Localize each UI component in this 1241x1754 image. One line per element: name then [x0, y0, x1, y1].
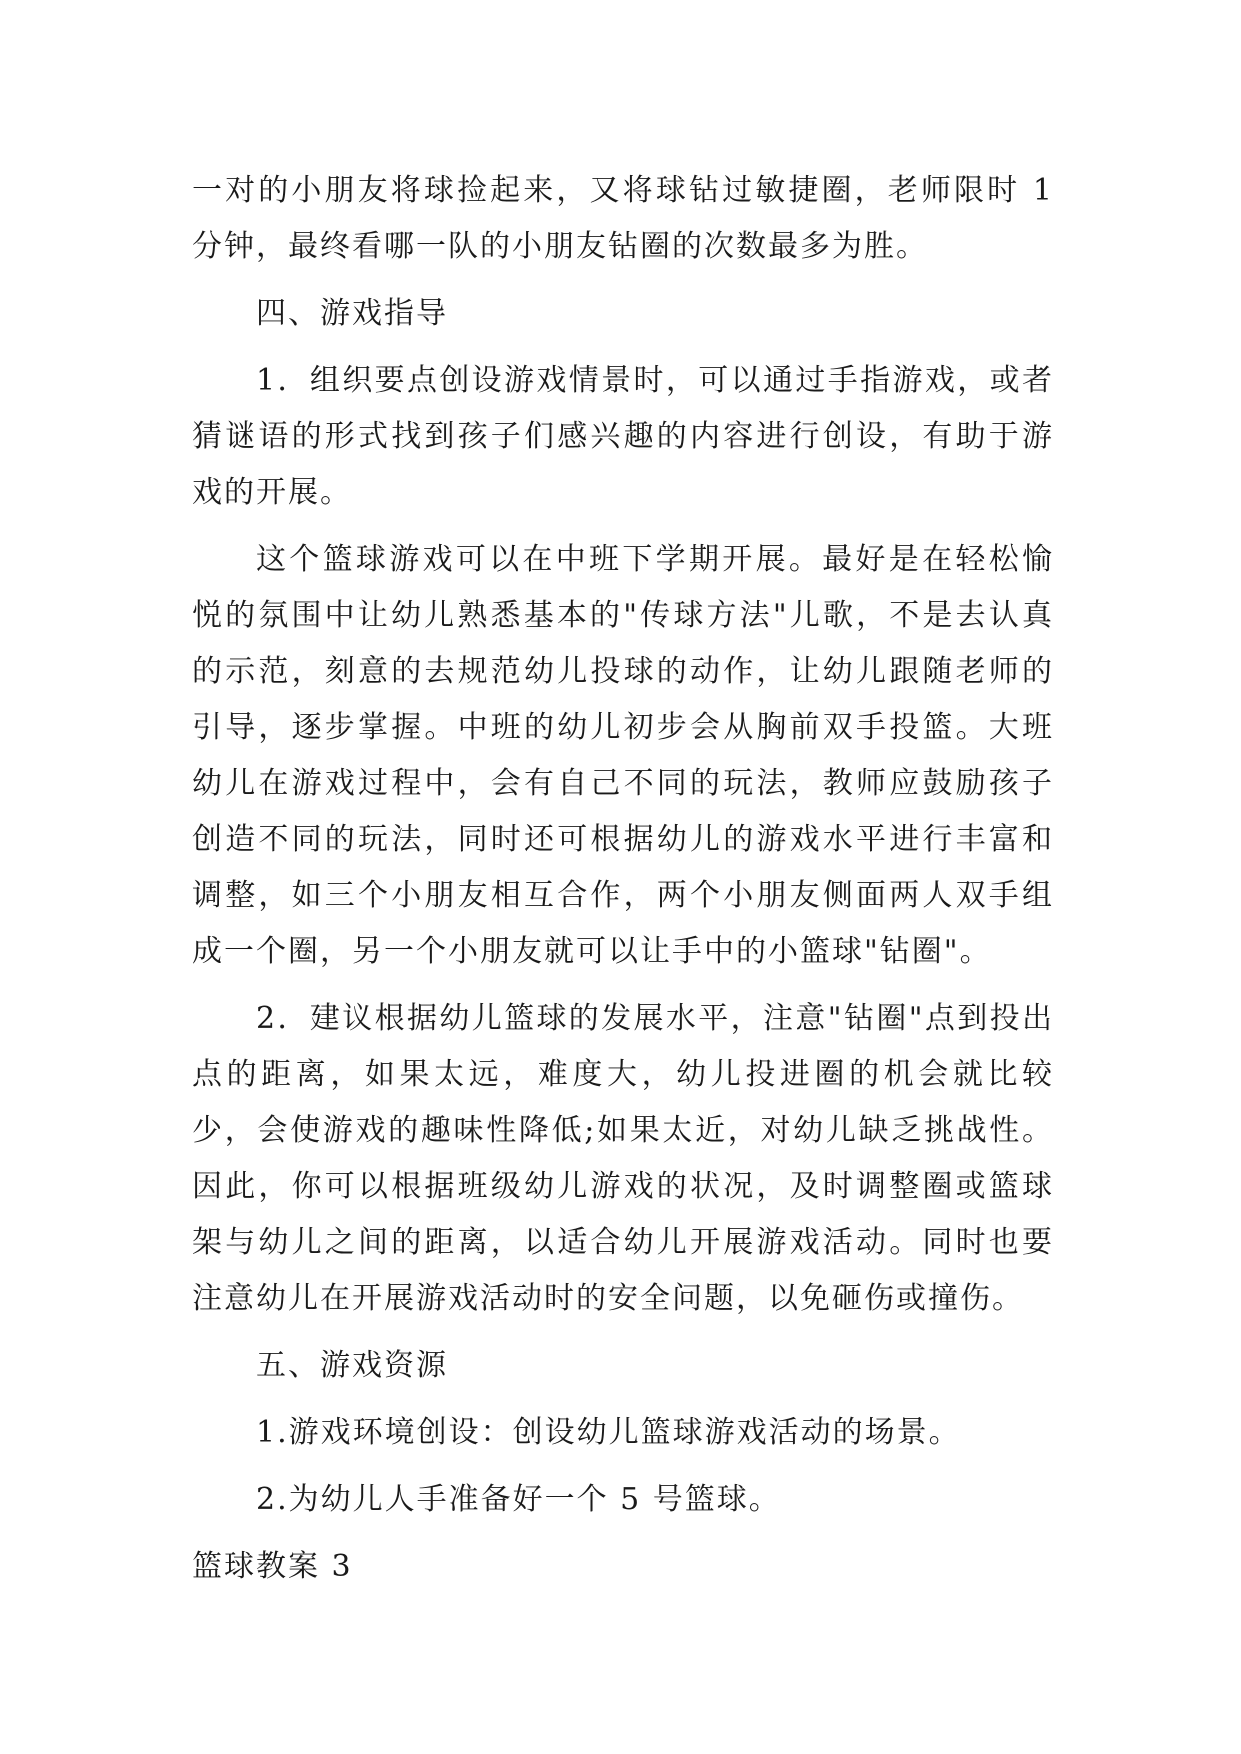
paragraph-resource-environment: 1.游戏环境创设：创设幼儿篮球游戏活动的场景。: [256, 1415, 961, 1450]
section-heading-game-guidance: 四、游戏指导: [256, 296, 448, 331]
paragraph-organization-points: 1．组织要点创设游戏情景时，可以通过手指游戏，或者猜谜语的形式找到孩子们感兴趣的内容进行创设，有助于游戏的开展。: [192, 363, 1054, 510]
paragraph-suggestion: 2．建议根据幼儿篮球的发展水平，注意"钻圈"点到投出点的距离，如果太远，难度大，幼儿投进圈的机会就比较少，会使游戏的趣味性降低;如果太近，对幼儿缺乏挑战性。因此，你可以根据班级幼儿游戏的状况，及时调整圈或篮球架与幼儿之间的距离，以适合幼儿开展游戏活动。同时也要注意幼儿在开展游戏活动时的安全问题，以免砸伤或撞伤。: [192, 1001, 1054, 1316]
lesson-plan-title: 篮球教案 3: [192, 1549, 353, 1584]
document-body: [192, 163, 1054, 1595]
paragraph-resource-basketball: 2.为幼儿人手准备好一个 5 号篮球。: [256, 1482, 781, 1517]
section-heading-game-resources: 五、游戏资源: [256, 1348, 448, 1383]
paragraph-game-description: 这个篮球游戏可以在中班下学期开展。最好是在轻松愉悦的氛围中让幼儿熟悉基本的"传球方法"儿歌，不是去认真的示范，刻意的去规范幼儿投球的动作，让幼儿跟随老师的引导，逐步掌握。中班的幼儿初步会从胸前双手投篮。大班幼儿在游戏过程中，会有自己不同的玩法，教师应鼓励孩子创造不同的玩法，同时还可根据幼儿的游戏水平进行丰富和调整，如三个小朋友相互合作，两个小朋友侧面两人双手组成一个圈，另一个小朋友就可以让手中的小篮球"钻圈"。: [192, 542, 1054, 969]
paragraph-game-rule-end: 一对的小朋友将球捡起来，又将球钻过敏捷圈，老师限时 1 分钟，最终看哪一队的小朋友钻圈的次数最多为胜。: [192, 173, 1054, 264]
